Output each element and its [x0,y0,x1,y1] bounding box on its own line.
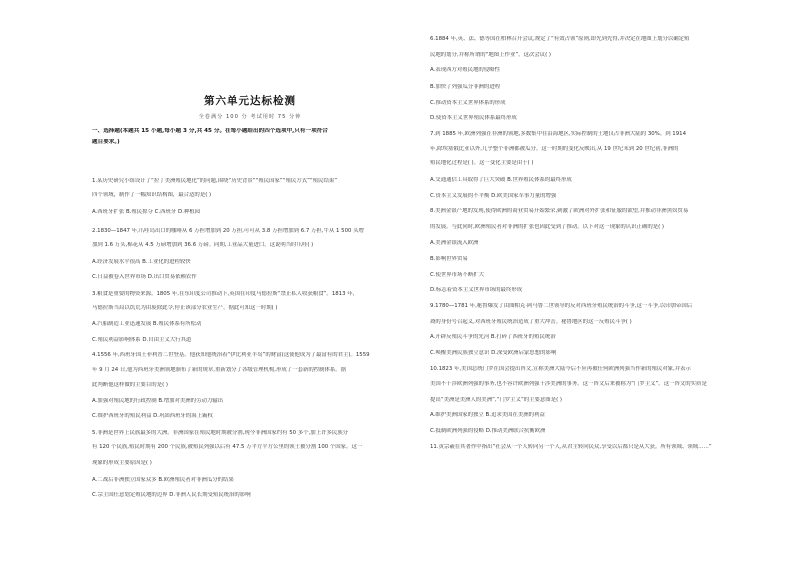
text-line: 8.美洲金银产地的发现,使得欧洲的商业贸易开始繁荣,刺激了欧洲对外扩张和征服的欲望,并推动非洲黑奴贸易 [430,208,689,214]
text-line: C.宗主国任意划定殖民地的边界 D.非洲人民长期受殖民统治的影响 [92,492,251,498]
text-line: 美国不干涉欧洲列强的事务,也不容许欧洲列强干涉美洲的事务。这一咨文后来被称为“门罗主义”。这一咨文的实质是 [430,381,707,387]
text-line: 一、选择题(本题共 15 小题,每小题 3 分,共 45 分。在每小题给出的四个选项中,只有一项符合 [92,128,328,134]
text-line: 年,除埃塞俄比亚以外,几乎整个非洲都被瓜分。这一时期的变化反映出,从 19 世纪末到 20 世纪初,非洲的 [430,146,679,152]
text-line: A.加强对殖民地的行政控制 B.增加对美洲的劳动力输出 [92,398,224,404]
exam-subtitle: 全卷满分 100 分 考试用时 75 分钟 [198,114,302,120]
text-line: 1.某历史研究小组设计了“拉丁美洲殖民地化”的问题,围绕“历史背景”“殖民国家”“殖民方式”“殖民结果” [92,178,338,184]
text-line: 加到 1.6 万头,棉花从 4.5 万磅增加到 36.6 万磅。同期,工业品大量进口。这说明当时爪哇( ) [92,242,314,248]
text-line: C.资本主义发展的不平衡 D.欧美国家军事力量的增强 [430,193,557,199]
text-line: D.标志着资本主义世界市场的最终形成 [430,287,523,293]
text-line: 7.到 1885 年,欧洲列强在非洲的领地,多数集中在沿海地区,实际控制的土地仅占非洲大陆的 30%。到 1914 [430,131,687,137]
text-line: D.使资本主义世界殖民体系最终形成 [430,115,517,121]
text-line: A.二战后非洲独立国家众多 B.欧洲殖民者对非洲瓜分的结果 [92,477,234,483]
text-line: A.美洲金银流入欧洲 [430,240,479,246]
text-line: 题目要求。) [92,139,120,145]
text-line: 10.1823 年,美国总统门罗在国会提出咨文,宣称美洲大陆今后不应再被任何欧洲列强当作新的殖民对象,并表示 [430,366,691,372]
text-line: 提出“美洲是美洲人的美洲”,“门罗主义”的主要意图是( ) [430,397,563,403]
text-line: 四个领域，制作了一幅知识结构图，最合适的是( ) [92,192,212,198]
text-line: C.日益被卷入世界市场 D.出口贸易依赖农作 [92,274,197,280]
text-line: A.维护美洲国家的独立 B.追求美国在美洲的利益 [430,412,545,418]
text-line: C.推动资本主义世界体系的形成 [430,100,506,106]
text-line: C.殖民利益影响体系 D.自由主义大行其道 [92,337,192,343]
text-line: 有 120 个民族,殖民时期有 200 个民族,被殖民列强以后有 47.5 万平方平方公里的领土被分割 100 个国家。这一 [92,444,363,450]
text-line: B.加快了列强瓜分非洲的进程 [430,84,501,90]
text-line: 2.1830—1847 年,爪哇岛出口的咖啡从 6 万担增加到 20 万担,可可从 3.8 万担增加到 6.7 万担,牛从 1 500 头增 [92,228,364,234]
text-line: 3.粮食是重要的物资来源。1805 年,在东印度公司推动下,英国在印度马德拉斯“禁止私人收获粮食”。1813 年, [92,291,355,297]
text-line: C.使世界市场不断扩大 [430,272,484,278]
text-line: C.维护西班牙的殖民利益 D.巩固西班牙的海上霸权 [92,413,213,419]
text-line: 此判断他这样做的主要目的是( ) [92,382,168,388]
text-line: A.表现西方对殖民地的侵略性 [430,67,500,73]
text-line: 4.1556 年,西班牙国王菲利普二世登基。他获知他统治着“伊比利亚半岛”的财富(这使他成为了最富有的君主)。1559 [92,352,370,358]
text-line: 的发展。与此同时,欧洲殖民者对非洲的扩张也因此受到了推动。以下对这一现象的认识正确的是( ) [430,224,665,230]
text-line: A.交通通信工具取得了巨大突破 B.世界殖民体系的最终形成 [430,177,572,183]
text-line: B.影响世界贸易 [430,256,468,262]
text-line: 马德拉斯当局以饥荒为由废除此令,停止该部分农业生产。据此可知这一时期( ) [92,305,278,311]
text-line: A.西班牙扩张 B.殖民掠夺 C.西班牙 D.种植园 [92,209,201,215]
text-line: 裔的身份号召起义,对西班牙殖民统治造成了重大冲击。秘鲁地区的这一反殖民斗争( ) [430,319,632,325]
text-line: C.唤醒美洲民族独立意识 D.深受欧洲启蒙思想的影响 [430,350,557,356]
text-line: 6.1884 年,英、法、德等国在柏林召开会议,规定了“有效占领”原则,即先到先得,并决定在地图上划分以确定殖 [430,36,690,42]
text-line: A.经济发展水平很高 B.工业化的进程较快 [92,259,191,265]
text-line: 年 9 月 24 日,他为西班牙美洲领地颁布了新的规章,重新划分了各级管理机构,形成了一套新的控制体系。据 [92,367,347,373]
text-line: 民地的划分,并称所谓的“地图上作业”。这次会议( ) [430,52,552,58]
text-line: 9.1780—1781 年,秘鲁爆发了由图帕克·阿马鲁二世领导的反对西班牙殖民统治的斗争,这一斗争,以印加帝国后 [430,303,693,309]
text-line: 现象的形成主要原因是( ) [92,460,152,466]
text-line: 殖民地化过程是( )。这一变化主要是由于( ) [430,160,534,166]
page-title: 第六单元达标检测 [204,95,296,107]
text-line: C.抵制欧洲列强的侵略 D.推动美洲联合抗衡欧洲 [430,428,546,434]
text-line: 5.非洲是世界上民族最多的大洲。非洲国家在殖民地时期被分割,现今非洲国家约有 50 多个,加上许多民族分 [92,430,349,436]
text-line: A.汽船制造工业迅速发展 B.殖民体系有所松动 [92,321,202,327]
text-line: 11.黄宗羲在其著作中指出“社会从一个人转向另一个人,从君主转向民众,享受以后都只是从大获。所有领域、领域……” [430,444,712,450]
text-line: A.开辟反殖民斗争的先河 B.打碎了西班牙的殖民统治 [430,334,556,340]
